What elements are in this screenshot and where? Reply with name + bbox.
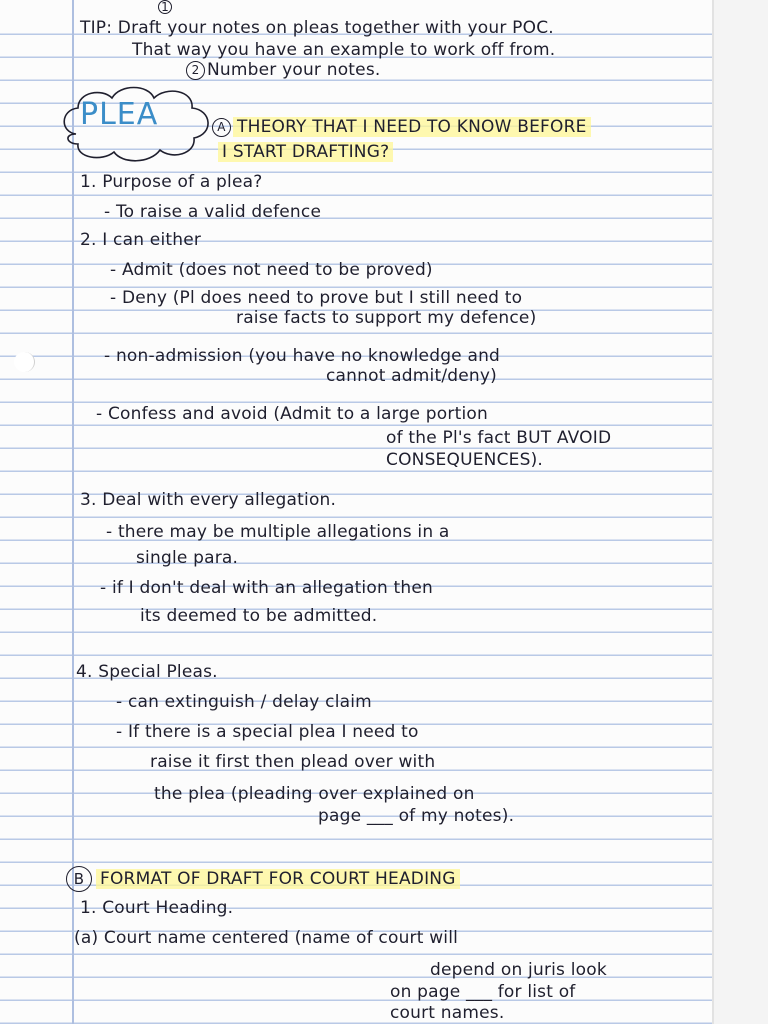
item-2-confess-1: - Confess and avoid (Admit to a large portion bbox=[96, 404, 488, 424]
section-a-heading-text-1: THEORY THAT I NEED TO KNOW BEFORE bbox=[233, 117, 591, 137]
item-2-nonadmission-2: cannot admit/deny) bbox=[326, 366, 497, 386]
item-3-b-2: its deemed to be admitted. bbox=[140, 606, 378, 626]
item-1-sub: - To raise a valid defence bbox=[104, 202, 322, 222]
section-b-line-5: court names. bbox=[390, 1003, 505, 1023]
item-2-deny-2: raise facts to support my defence) bbox=[236, 308, 537, 328]
item-2-deny-1: - Deny (Pl does need to prove but I still need to bbox=[110, 288, 523, 308]
item-3-b-1: - if I don't deal with an allegation then bbox=[100, 578, 434, 598]
section-b-marker: B bbox=[66, 866, 92, 892]
tip-line-2: That way you have an example to work off from. bbox=[132, 40, 556, 60]
section-a-marker: A bbox=[212, 118, 231, 137]
item-3-a-1: - there may be multiple allegations in a bbox=[106, 522, 450, 542]
item-2-confess-2: of the Pl's fact BUT AVOID bbox=[386, 428, 612, 448]
section-b-line-4: on page ___ for list of bbox=[390, 982, 576, 1002]
item-3-a-2: single para. bbox=[136, 548, 239, 568]
item-4-b-2: raise it first then plead over with bbox=[150, 752, 436, 772]
item-4: 4. Special Pleas. bbox=[76, 662, 218, 682]
item-2-admit: - Admit (does not need to be proved) bbox=[110, 260, 433, 280]
tip-line-3 bbox=[186, 60, 380, 80]
section-b-heading bbox=[66, 866, 460, 892]
item-2-confess-3: CONSEQUENCES). bbox=[386, 450, 544, 470]
item-3: 3. Deal with every allegation. bbox=[80, 490, 337, 510]
binder-hole bbox=[14, 352, 35, 372]
tip-marker-2: 2 bbox=[186, 61, 205, 80]
section-a-heading-1 bbox=[212, 117, 591, 137]
section-b-line-3: depend on juris look bbox=[430, 960, 607, 980]
tip-line-3-text: Number your notes. bbox=[207, 60, 381, 80]
item-4-b-1: - If there is a special plea I need to bbox=[116, 722, 419, 742]
page-edge-strip bbox=[714, 0, 768, 1024]
item-2-nonadmission-1: - non-admission (you have no knowledge and bbox=[104, 346, 501, 366]
item-4-b-4: page ___ of my notes). bbox=[318, 806, 515, 826]
section-b-heading-text: FORMAT OF DRAFT FOR COURT HEADING bbox=[96, 869, 460, 889]
section-a-heading-2 bbox=[218, 142, 393, 162]
item-1: 1. Purpose of a plea? bbox=[80, 172, 263, 192]
item-4-a: - can extinguish / delay claim bbox=[116, 692, 372, 712]
item-4-b-3: the plea (pleading over explained on bbox=[154, 784, 475, 804]
tip-marker-1: 1 bbox=[158, 0, 172, 14]
section-a-heading-text-2: I START DRAFTING? bbox=[218, 142, 393, 162]
section-b-line-1: 1. Court Heading. bbox=[80, 898, 234, 918]
tip-line-1: TIP: Draft your notes on pleas together with your POC. bbox=[80, 18, 554, 38]
item-2: 2. I can either bbox=[80, 230, 202, 250]
section-b-line-2: (a) Court name centered (name of court will bbox=[74, 928, 459, 948]
plea-title: PLEA bbox=[80, 97, 159, 132]
